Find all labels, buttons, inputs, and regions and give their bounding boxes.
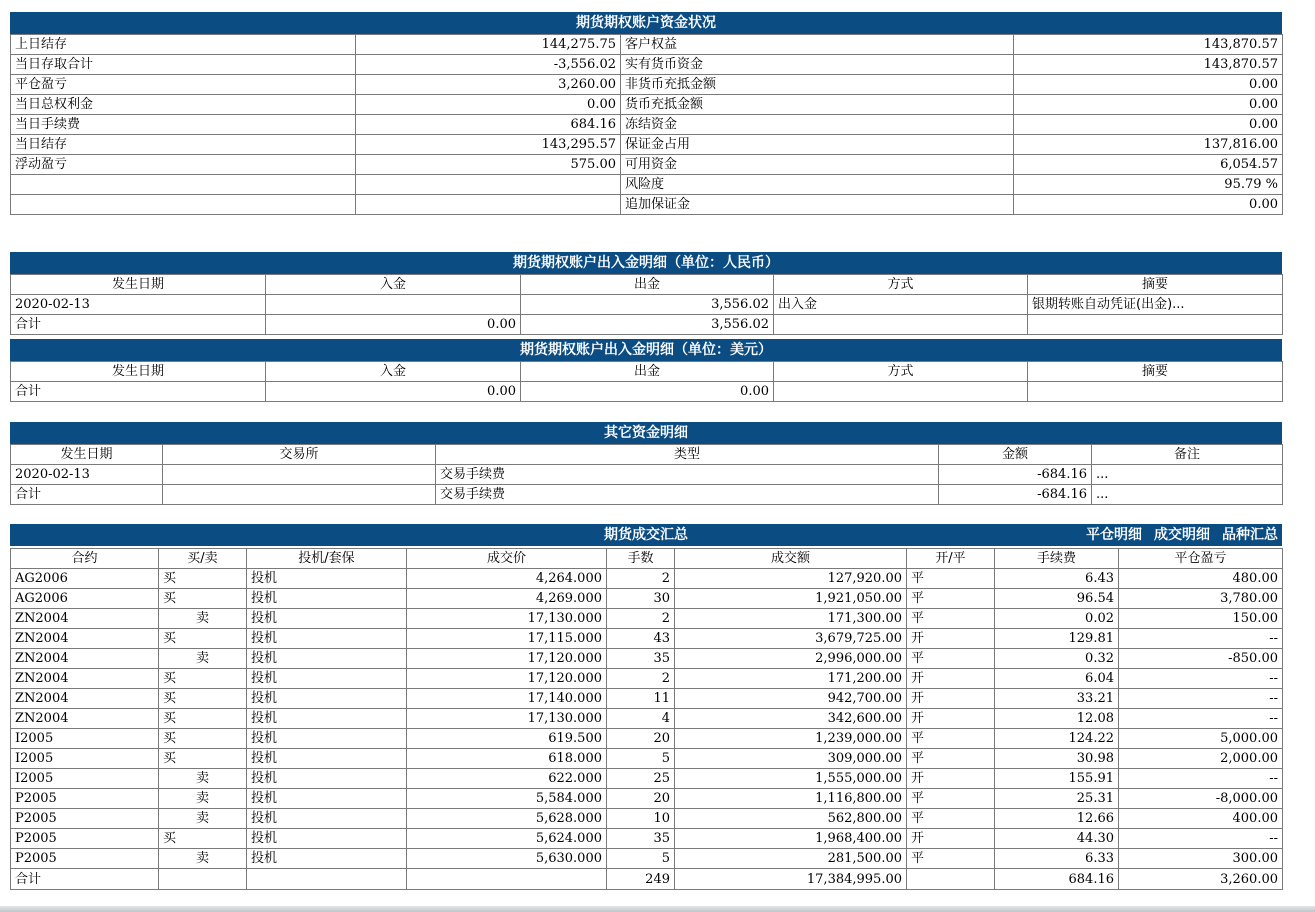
table-cell: P2005 bbox=[11, 829, 159, 849]
table-cell: 投机 bbox=[247, 689, 407, 709]
status-value: 144,275.75 bbox=[356, 35, 621, 55]
table-cell: I2005 bbox=[11, 729, 159, 749]
status-row bbox=[11, 55, 1283, 75]
table-cell: 5 bbox=[607, 749, 675, 769]
table-cell: -- bbox=[1119, 669, 1283, 689]
trades-links bbox=[1074, 524, 1278, 546]
trade-row bbox=[11, 629, 1283, 649]
table-cell: 0.32 bbox=[995, 649, 1119, 669]
status-label: 冻结资金 bbox=[621, 115, 1014, 135]
usd-header-row bbox=[11, 362, 1283, 382]
table-cell: -- bbox=[1119, 769, 1283, 789]
total-cell: 17,384,995.00 bbox=[675, 869, 907, 890]
table-cell: 卖 bbox=[159, 849, 247, 869]
table-cell: 开 bbox=[907, 629, 995, 649]
table-cell: 5,628.000 bbox=[407, 809, 607, 829]
cny-row bbox=[11, 315, 1283, 335]
table-cell: 平 bbox=[907, 749, 995, 769]
column-header: 开/平 bbox=[907, 549, 995, 569]
column-header: 类型 bbox=[436, 445, 939, 465]
table-cell: -684.16 bbox=[939, 465, 1092, 485]
cny-header-row bbox=[11, 275, 1283, 295]
other-table bbox=[10, 444, 1283, 505]
status-value: 0.00 bbox=[1014, 95, 1283, 115]
table-cell: 投机 bbox=[247, 829, 407, 849]
table-cell: 0.00 bbox=[521, 382, 774, 402]
table-cell: 买 bbox=[159, 629, 247, 649]
table-cell: 平 bbox=[907, 569, 995, 589]
table-cell: AG2006 bbox=[11, 569, 159, 589]
table-cell: 20 bbox=[607, 789, 675, 809]
table-cell: ZN2004 bbox=[11, 629, 159, 649]
table-cell: 合计 bbox=[11, 315, 266, 335]
table-cell: 281,500.00 bbox=[675, 849, 907, 869]
trades-total-row bbox=[11, 869, 1283, 890]
status-value: 143,870.57 bbox=[1014, 35, 1283, 55]
table-cell: 4,264.000 bbox=[407, 569, 607, 589]
table-cell: 0.02 bbox=[995, 609, 1119, 629]
status-value: 143,870.57 bbox=[1014, 55, 1283, 75]
status-row bbox=[11, 175, 1283, 195]
total-cell bbox=[407, 869, 607, 890]
table-cell: 平 bbox=[907, 789, 995, 809]
table-cell: I2005 bbox=[11, 749, 159, 769]
table-cell: 平 bbox=[907, 729, 995, 749]
table-cell: 投机 bbox=[247, 769, 407, 789]
column-header: 方式 bbox=[774, 275, 1028, 295]
table-cell: 0.00 bbox=[266, 315, 521, 335]
table-cell: 2 bbox=[607, 569, 675, 589]
status-label: 保证金占用 bbox=[621, 135, 1014, 155]
trade-row bbox=[11, 829, 1283, 849]
table-cell: 942,700.00 bbox=[675, 689, 907, 709]
status-value: 575.00 bbox=[356, 155, 621, 175]
column-header: 出金 bbox=[521, 275, 774, 295]
table-cell: 171,200.00 bbox=[675, 669, 907, 689]
table-cell: 2020-02-13 bbox=[11, 295, 266, 315]
status-label: 风险度 bbox=[621, 175, 1014, 195]
column-header: 买/卖 bbox=[159, 549, 247, 569]
table-cell: 投机 bbox=[247, 589, 407, 609]
status-row bbox=[11, 135, 1283, 155]
table-cell: 投机 bbox=[247, 809, 407, 829]
status-row bbox=[11, 155, 1283, 175]
status-value: -3,556.02 bbox=[356, 55, 621, 75]
total-cell bbox=[159, 869, 247, 890]
column-header: 成交额 bbox=[675, 549, 907, 569]
status-row bbox=[11, 115, 1283, 135]
table-cell: 3,780.00 bbox=[1119, 589, 1283, 609]
status-label bbox=[11, 175, 356, 195]
table-cell: 3,556.02 bbox=[521, 315, 774, 335]
table-cell: P2005 bbox=[11, 809, 159, 829]
trade-row bbox=[11, 709, 1283, 729]
table-cell: -684.16 bbox=[939, 485, 1092, 505]
table-cell: 3,556.02 bbox=[521, 295, 774, 315]
table-cell: 投机 bbox=[247, 849, 407, 869]
column-header: 发生日期 bbox=[11, 445, 163, 465]
trade-row bbox=[11, 589, 1283, 609]
table-cell: 400.00 bbox=[1119, 809, 1283, 829]
table-cell: 6.43 bbox=[995, 569, 1119, 589]
status-value: 6,054.57 bbox=[1014, 155, 1283, 175]
table-cell: 开 bbox=[907, 669, 995, 689]
status-value: 684.16 bbox=[356, 115, 621, 135]
total-cell bbox=[907, 869, 995, 890]
column-header: 金额 bbox=[939, 445, 1092, 465]
column-header: 入金 bbox=[266, 362, 521, 382]
link-product-summary[interactable]: 品种汇总 bbox=[1222, 527, 1278, 543]
table-cell: 0.00 bbox=[266, 382, 521, 402]
trade-row bbox=[11, 729, 1283, 749]
column-header: 成交价 bbox=[407, 549, 607, 569]
table-cell: 平 bbox=[907, 589, 995, 609]
trades-header-row bbox=[11, 549, 1283, 569]
table-cell bbox=[774, 382, 1028, 402]
trade-row bbox=[11, 689, 1283, 709]
table-cell: 6.33 bbox=[995, 849, 1119, 869]
table-cell bbox=[163, 465, 436, 485]
status-title: 期货期权账户资金状况 bbox=[10, 12, 1282, 34]
table-cell: 1,921,050.00 bbox=[675, 589, 907, 609]
column-header: 备注 bbox=[1092, 445, 1283, 465]
status-value: 95.79 % bbox=[1014, 175, 1283, 195]
table-cell: 开 bbox=[907, 709, 995, 729]
status-label: 货币充抵金额 bbox=[621, 95, 1014, 115]
table-cell: 2,996,000.00 bbox=[675, 649, 907, 669]
usd-title: 期货期权账户出入金明细（单位：美元） bbox=[10, 339, 1282, 361]
table-cell: 618.000 bbox=[407, 749, 607, 769]
table-cell: 合计 bbox=[11, 485, 163, 505]
table-cell: 5,584.000 bbox=[407, 789, 607, 809]
status-row bbox=[11, 195, 1283, 215]
table-cell: 5,000.00 bbox=[1119, 729, 1283, 749]
status-row bbox=[11, 35, 1283, 55]
table-cell: 投机 bbox=[247, 789, 407, 809]
link-trade-details[interactable]: 成交明细 bbox=[1154, 527, 1210, 543]
table-cell bbox=[1028, 315, 1283, 335]
table-cell: 买 bbox=[159, 749, 247, 769]
trades-title: 期货成交汇总 bbox=[604, 527, 688, 543]
status-value: 0.00 bbox=[1014, 75, 1283, 95]
table-cell: P2005 bbox=[11, 849, 159, 869]
table-cell: 投机 bbox=[247, 629, 407, 649]
status-value: 0.00 bbox=[1014, 115, 1283, 135]
table-cell: -- bbox=[1119, 829, 1283, 849]
status-label: 当日结存 bbox=[11, 135, 356, 155]
table-cell: 43 bbox=[607, 629, 675, 649]
table-cell: 平 bbox=[907, 809, 995, 829]
total-cell: 684.16 bbox=[995, 869, 1119, 890]
table-cell: 5,630.000 bbox=[407, 849, 607, 869]
table-cell: 1,116,800.00 bbox=[675, 789, 907, 809]
table-cell: 342,600.00 bbox=[675, 709, 907, 729]
status-label: 客户权益 bbox=[621, 35, 1014, 55]
table-cell: 卖 bbox=[159, 789, 247, 809]
trade-row bbox=[11, 609, 1283, 629]
trade-row bbox=[11, 849, 1283, 869]
status-label: 浮动盈亏 bbox=[11, 155, 356, 175]
table-cell: P2005 bbox=[11, 789, 159, 809]
column-header: 手数 bbox=[607, 549, 675, 569]
table-cell: 平 bbox=[907, 849, 995, 869]
table-cell: 银期转账自动凭证(出金)... bbox=[1028, 295, 1283, 315]
trades-table bbox=[10, 548, 1283, 890]
table-cell: 投机 bbox=[247, 709, 407, 729]
table-cell: 买 bbox=[159, 569, 247, 589]
table-cell: 出入金 bbox=[774, 295, 1028, 315]
table-cell: -8,000.00 bbox=[1119, 789, 1283, 809]
column-header: 出金 bbox=[521, 362, 774, 382]
total-cell: 249 bbox=[607, 869, 675, 890]
status-label bbox=[11, 195, 356, 215]
table-cell: 44.30 bbox=[995, 829, 1119, 849]
trade-row bbox=[11, 789, 1283, 809]
table-cell: 交易手续费 bbox=[436, 485, 939, 505]
table-cell: 2 bbox=[607, 609, 675, 629]
table-cell: 11 bbox=[607, 689, 675, 709]
table-cell: 35 bbox=[607, 649, 675, 669]
table-cell: 买 bbox=[159, 689, 247, 709]
table-cell: 买 bbox=[159, 729, 247, 749]
table-cell: -- bbox=[1119, 629, 1283, 649]
table-cell: 1,968,400.00 bbox=[675, 829, 907, 849]
table-cell bbox=[163, 485, 436, 505]
table-cell: 合计 bbox=[11, 382, 266, 402]
table-cell: 4,269.000 bbox=[407, 589, 607, 609]
table-cell: 35 bbox=[607, 829, 675, 849]
status-value bbox=[356, 195, 621, 215]
table-cell: 17,140.000 bbox=[407, 689, 607, 709]
column-header: 摘要 bbox=[1028, 362, 1283, 382]
table-cell: 买 bbox=[159, 709, 247, 729]
table-cell: 171,300.00 bbox=[675, 609, 907, 629]
status-value: 0.00 bbox=[1014, 195, 1283, 215]
table-cell: 投机 bbox=[247, 649, 407, 669]
table-cell: 25 bbox=[607, 769, 675, 789]
table-cell: 155.91 bbox=[995, 769, 1119, 789]
column-header: 手续费 bbox=[995, 549, 1119, 569]
table-cell: -850.00 bbox=[1119, 649, 1283, 669]
column-header: 发生日期 bbox=[11, 275, 266, 295]
usd-table bbox=[10, 361, 1283, 402]
status-label: 当日手续费 bbox=[11, 115, 356, 135]
other-row bbox=[11, 485, 1283, 505]
table-cell: 交易手续费 bbox=[436, 465, 939, 485]
status-label: 非货币充抵金额 bbox=[621, 75, 1014, 95]
total-cell: 3,260.00 bbox=[1119, 869, 1283, 890]
column-header: 方式 bbox=[774, 362, 1028, 382]
table-cell: ZN2004 bbox=[11, 709, 159, 729]
status-table bbox=[10, 34, 1283, 215]
status-value: 137,816.00 bbox=[1014, 135, 1283, 155]
status-row bbox=[11, 75, 1283, 95]
table-cell: 4 bbox=[607, 709, 675, 729]
table-cell: 30 bbox=[607, 589, 675, 609]
table-cell: 2,000.00 bbox=[1119, 749, 1283, 769]
table-cell bbox=[266, 295, 521, 315]
column-header: 投机/套保 bbox=[247, 549, 407, 569]
table-cell: 124.22 bbox=[995, 729, 1119, 749]
table-cell: ... bbox=[1092, 465, 1283, 485]
table-cell: 12.66 bbox=[995, 809, 1119, 829]
status-value: 3,260.00 bbox=[356, 75, 621, 95]
link-close-details[interactable]: 平仓明细 bbox=[1086, 527, 1142, 543]
column-header: 发生日期 bbox=[11, 362, 266, 382]
total-cell: 合计 bbox=[11, 869, 159, 890]
total-cell bbox=[247, 869, 407, 890]
table-cell: 309,000.00 bbox=[675, 749, 907, 769]
table-cell: ZN2004 bbox=[11, 689, 159, 709]
table-cell: 平 bbox=[907, 649, 995, 669]
table-cell: 买 bbox=[159, 669, 247, 689]
table-cell: 投机 bbox=[247, 729, 407, 749]
table-cell: 17,130.000 bbox=[407, 709, 607, 729]
other-row bbox=[11, 465, 1283, 485]
status-label: 实有货币资金 bbox=[621, 55, 1014, 75]
table-cell: 300.00 bbox=[1119, 849, 1283, 869]
status-label: 可用资金 bbox=[621, 155, 1014, 175]
column-header: 入金 bbox=[266, 275, 521, 295]
trade-row bbox=[11, 809, 1283, 829]
table-cell: 开 bbox=[907, 829, 995, 849]
table-cell: AG2006 bbox=[11, 589, 159, 609]
table-cell: ... bbox=[1092, 485, 1283, 505]
table-cell: -- bbox=[1119, 689, 1283, 709]
table-cell: 20 bbox=[607, 729, 675, 749]
table-cell: 33.21 bbox=[995, 689, 1119, 709]
table-cell: 5,624.000 bbox=[407, 829, 607, 849]
status-label: 当日存取合计 bbox=[11, 55, 356, 75]
column-header: 交易所 bbox=[163, 445, 436, 465]
cny-row bbox=[11, 295, 1283, 315]
trade-row bbox=[11, 649, 1283, 669]
table-cell: 投机 bbox=[247, 569, 407, 589]
table-cell: 480.00 bbox=[1119, 569, 1283, 589]
table-cell: 5 bbox=[607, 849, 675, 869]
table-cell: 96.54 bbox=[995, 589, 1119, 609]
column-header: 摘要 bbox=[1028, 275, 1283, 295]
table-cell: 1,239,000.00 bbox=[675, 729, 907, 749]
table-cell: 30.98 bbox=[995, 749, 1119, 769]
table-cell: 2020-02-13 bbox=[11, 465, 163, 485]
trades-title-bar bbox=[10, 524, 1282, 546]
column-header: 合约 bbox=[11, 549, 159, 569]
table-cell: 卖 bbox=[159, 649, 247, 669]
bottom-scroll-edge bbox=[0, 906, 1315, 912]
table-cell: 17,120.000 bbox=[407, 649, 607, 669]
table-cell: 619.500 bbox=[407, 729, 607, 749]
status-value: 0.00 bbox=[356, 95, 621, 115]
table-cell bbox=[774, 315, 1028, 335]
cny-table bbox=[10, 274, 1283, 335]
table-cell: ZN2004 bbox=[11, 609, 159, 629]
table-cell: 25.31 bbox=[995, 789, 1119, 809]
table-cell: 622.000 bbox=[407, 769, 607, 789]
table-cell: 17,115.000 bbox=[407, 629, 607, 649]
table-cell: 127,920.00 bbox=[675, 569, 907, 589]
cny-title: 期货期权账户出入金明细（单位：人民币） bbox=[10, 252, 1282, 274]
status-value bbox=[356, 175, 621, 195]
table-cell: I2005 bbox=[11, 769, 159, 789]
table-cell: 3,679,725.00 bbox=[675, 629, 907, 649]
table-cell: 150.00 bbox=[1119, 609, 1283, 629]
table-cell: 投机 bbox=[247, 749, 407, 769]
table-cell: 开 bbox=[907, 769, 995, 789]
table-cell: 129.81 bbox=[995, 629, 1119, 649]
table-cell: 17,120.000 bbox=[407, 669, 607, 689]
table-cell: ZN2004 bbox=[11, 649, 159, 669]
other-title: 其它资金明细 bbox=[10, 422, 1282, 444]
column-header: 平仓盈亏 bbox=[1119, 549, 1283, 569]
status-label: 当日总权利金 bbox=[11, 95, 356, 115]
table-cell: 买 bbox=[159, 829, 247, 849]
trade-row bbox=[11, 669, 1283, 689]
table-cell: 1,555,000.00 bbox=[675, 769, 907, 789]
table-cell: 2 bbox=[607, 669, 675, 689]
table-cell: 卖 bbox=[159, 769, 247, 789]
table-cell: ZN2004 bbox=[11, 669, 159, 689]
table-cell: 投机 bbox=[247, 609, 407, 629]
table-cell: 开 bbox=[907, 689, 995, 709]
table-cell: 投机 bbox=[247, 669, 407, 689]
status-label: 追加保证金 bbox=[621, 195, 1014, 215]
trade-row bbox=[11, 769, 1283, 789]
table-cell: 10 bbox=[607, 809, 675, 829]
table-cell bbox=[1028, 382, 1283, 402]
table-cell: 6.04 bbox=[995, 669, 1119, 689]
status-value: 143,295.57 bbox=[356, 135, 621, 155]
table-cell: 平 bbox=[907, 609, 995, 629]
table-cell: 12.08 bbox=[995, 709, 1119, 729]
trade-row bbox=[11, 569, 1283, 589]
table-cell: 卖 bbox=[159, 809, 247, 829]
table-cell: -- bbox=[1119, 709, 1283, 729]
status-row bbox=[11, 95, 1283, 115]
status-label: 平仓盈亏 bbox=[11, 75, 356, 95]
table-cell: 17,130.000 bbox=[407, 609, 607, 629]
table-cell: 562,800.00 bbox=[675, 809, 907, 829]
trade-row bbox=[11, 749, 1283, 769]
table-cell: 卖 bbox=[159, 609, 247, 629]
other-header-row bbox=[11, 445, 1283, 465]
usd-row bbox=[11, 382, 1283, 402]
table-cell: 买 bbox=[159, 589, 247, 609]
status-label: 上日结存 bbox=[11, 35, 356, 55]
